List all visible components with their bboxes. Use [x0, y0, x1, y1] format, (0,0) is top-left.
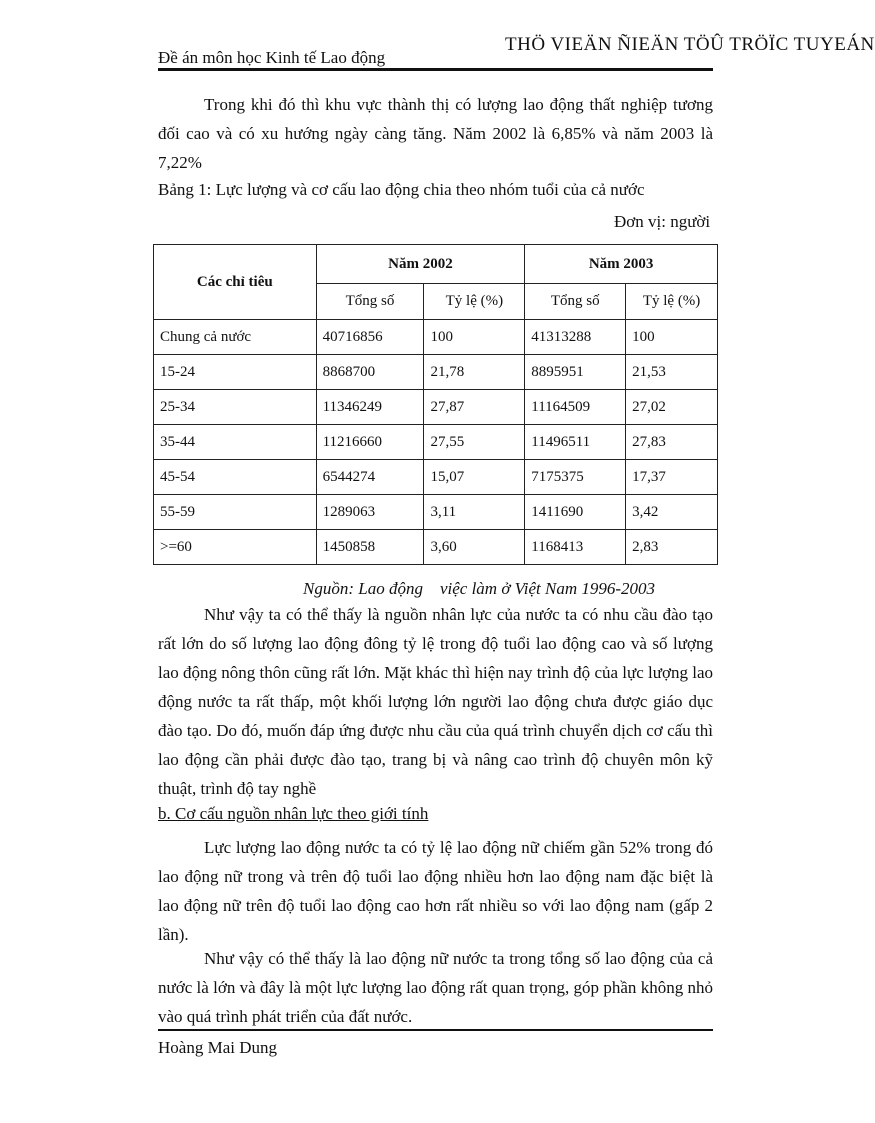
cell-total-2002: 1289063 [316, 495, 424, 530]
cell-pct-2002: 21,78 [424, 355, 525, 390]
cell-pct-2003: 27,02 [626, 390, 718, 425]
row-label: >=60 [154, 530, 317, 565]
table-row [154, 390, 718, 425]
header-rule [158, 68, 713, 71]
cell-total-2002: 11346249 [316, 390, 424, 425]
paragraph-3: Lực lượng lao động nước ta có tỷ lệ lao động nữ chiếm gần 52% trong đó lao động nữ trong và trên độ tuổi lao động nhiều hơn lao động nam đặc biệt là lao động nữ trên độ tuổi lao động cao hơn rất nhiều so với lao động nam (gấp 2 lần). [158, 838, 713, 944]
row-label: 15-24 [154, 355, 317, 390]
cell-pct-2002: 3,11 [424, 495, 525, 530]
cell-pct-2003: 100 [626, 320, 718, 355]
cell-pct-2002: 100 [424, 320, 525, 355]
row-label: 35-44 [154, 425, 317, 460]
cell-total-2003: 11164509 [525, 390, 626, 425]
paragraph-4: Như vậy có thể thấy là lao động nữ nước ta trong tổng số lao động của cả nước là lớn và đây là một lực lượng lao động rất quan trọng, góp phần không nhỏ vào quá trình phát triển của đất nước. [158, 949, 713, 1026]
cell-pct-2003: 21,53 [626, 355, 718, 390]
cell-total-2002: 40716856 [316, 320, 424, 355]
cell-total-2003: 8895951 [525, 355, 626, 390]
subheader-total-2002: Tổng số [316, 284, 424, 320]
footer-rule [158, 1029, 713, 1031]
cell-total-2002: 8868700 [316, 355, 424, 390]
table-row [154, 425, 718, 460]
intro-paragraph: Trong khi đó thì khu vực thành thị có lượng lao động thất nghiệp tương đối cao và có xu hướng ngày càng tăng. Năm 2002 là 6,85% và năm 2003 là 7,22% [158, 95, 713, 172]
header-watermark: THÖ VIEÄN ÑIEÄN TÖÛ TRÖÏC TUYEÁN [505, 34, 875, 55]
paragraph-2: Như vậy ta có thể thấy là nguồn nhân lực của nước ta có nhu cầu đào tạo rất lớn do số lượng lao động đông tỷ lệ trong độ tuổi lao động cao và số lượng lao động nông thôn cũng rất lớn. Mặt khác thì hiện nay trình độ của lực lượng lao động nước ta rất thấp, một khối lượng lớn người lao động chưa được giáo dục đào tạo. Do đó, muốn đáp ứng được nhu cầu của quá trình chuyển dịch cơ cấu thì lao động cần phải được đào tạo, trang bị và nâng cao trình độ chuyên môn kỹ thuật, trình độ tay nghề [158, 605, 713, 798]
table-row [154, 355, 718, 390]
subheader-total-2003: Tổng số [525, 284, 626, 320]
subheader-pct-2002: Tỷ lệ (%) [424, 284, 525, 320]
labor-table [153, 244, 718, 565]
cell-pct-2003: 17,37 [626, 460, 718, 495]
table-source: Nguồn: Lao động việc làm ở Việt Nam 1996-2003 [303, 579, 656, 598]
table-row [154, 530, 718, 565]
cell-total-2003: 41313288 [525, 320, 626, 355]
table-row [154, 495, 718, 530]
row-label: 25-34 [154, 390, 317, 425]
cell-total-2003: 1411690 [525, 495, 626, 530]
cell-pct-2003: 3,42 [626, 495, 718, 530]
table-row [154, 320, 718, 355]
col-header-2003: Năm 2003 [525, 245, 718, 284]
cell-total-2002: 11216660 [316, 425, 424, 460]
cell-pct-2002: 3,60 [424, 530, 525, 565]
table-caption: Bảng 1: Lực lượng và cơ cấu lao động chia theo nhóm tuổi của cả nước [158, 180, 645, 199]
cell-pct-2002: 27,55 [424, 425, 525, 460]
header-title: Đề án môn học Kinh tế Lao động [158, 48, 386, 67]
footer-author: Hoàng Mai Dung [158, 1038, 277, 1057]
row-label: 55-59 [154, 495, 317, 530]
cell-total-2003: 7175375 [525, 460, 626, 495]
section-heading: b. Cơ cấu nguồn nhân lực theo giới tính [158, 804, 429, 823]
cell-total-2003: 1168413 [525, 530, 626, 565]
cell-total-2003: 11496511 [525, 425, 626, 460]
table-unit: Đơn vị: người [614, 212, 711, 231]
col-header-indicators: Các chỉ tiêu [154, 245, 317, 320]
cell-total-2002: 6544274 [316, 460, 424, 495]
table-row [154, 460, 718, 495]
cell-pct-2003: 27,83 [626, 425, 718, 460]
cell-total-2002: 1450858 [316, 530, 424, 565]
row-label: Chung cả nước [154, 320, 317, 355]
cell-pct-2002: 27,87 [424, 390, 525, 425]
cell-pct-2002: 15,07 [424, 460, 525, 495]
subheader-pct-2003: Tỷ lệ (%) [626, 284, 718, 320]
cell-pct-2003: 2,83 [626, 530, 718, 565]
row-label: 45-54 [154, 460, 317, 495]
col-header-2002: Năm 2002 [316, 245, 525, 284]
